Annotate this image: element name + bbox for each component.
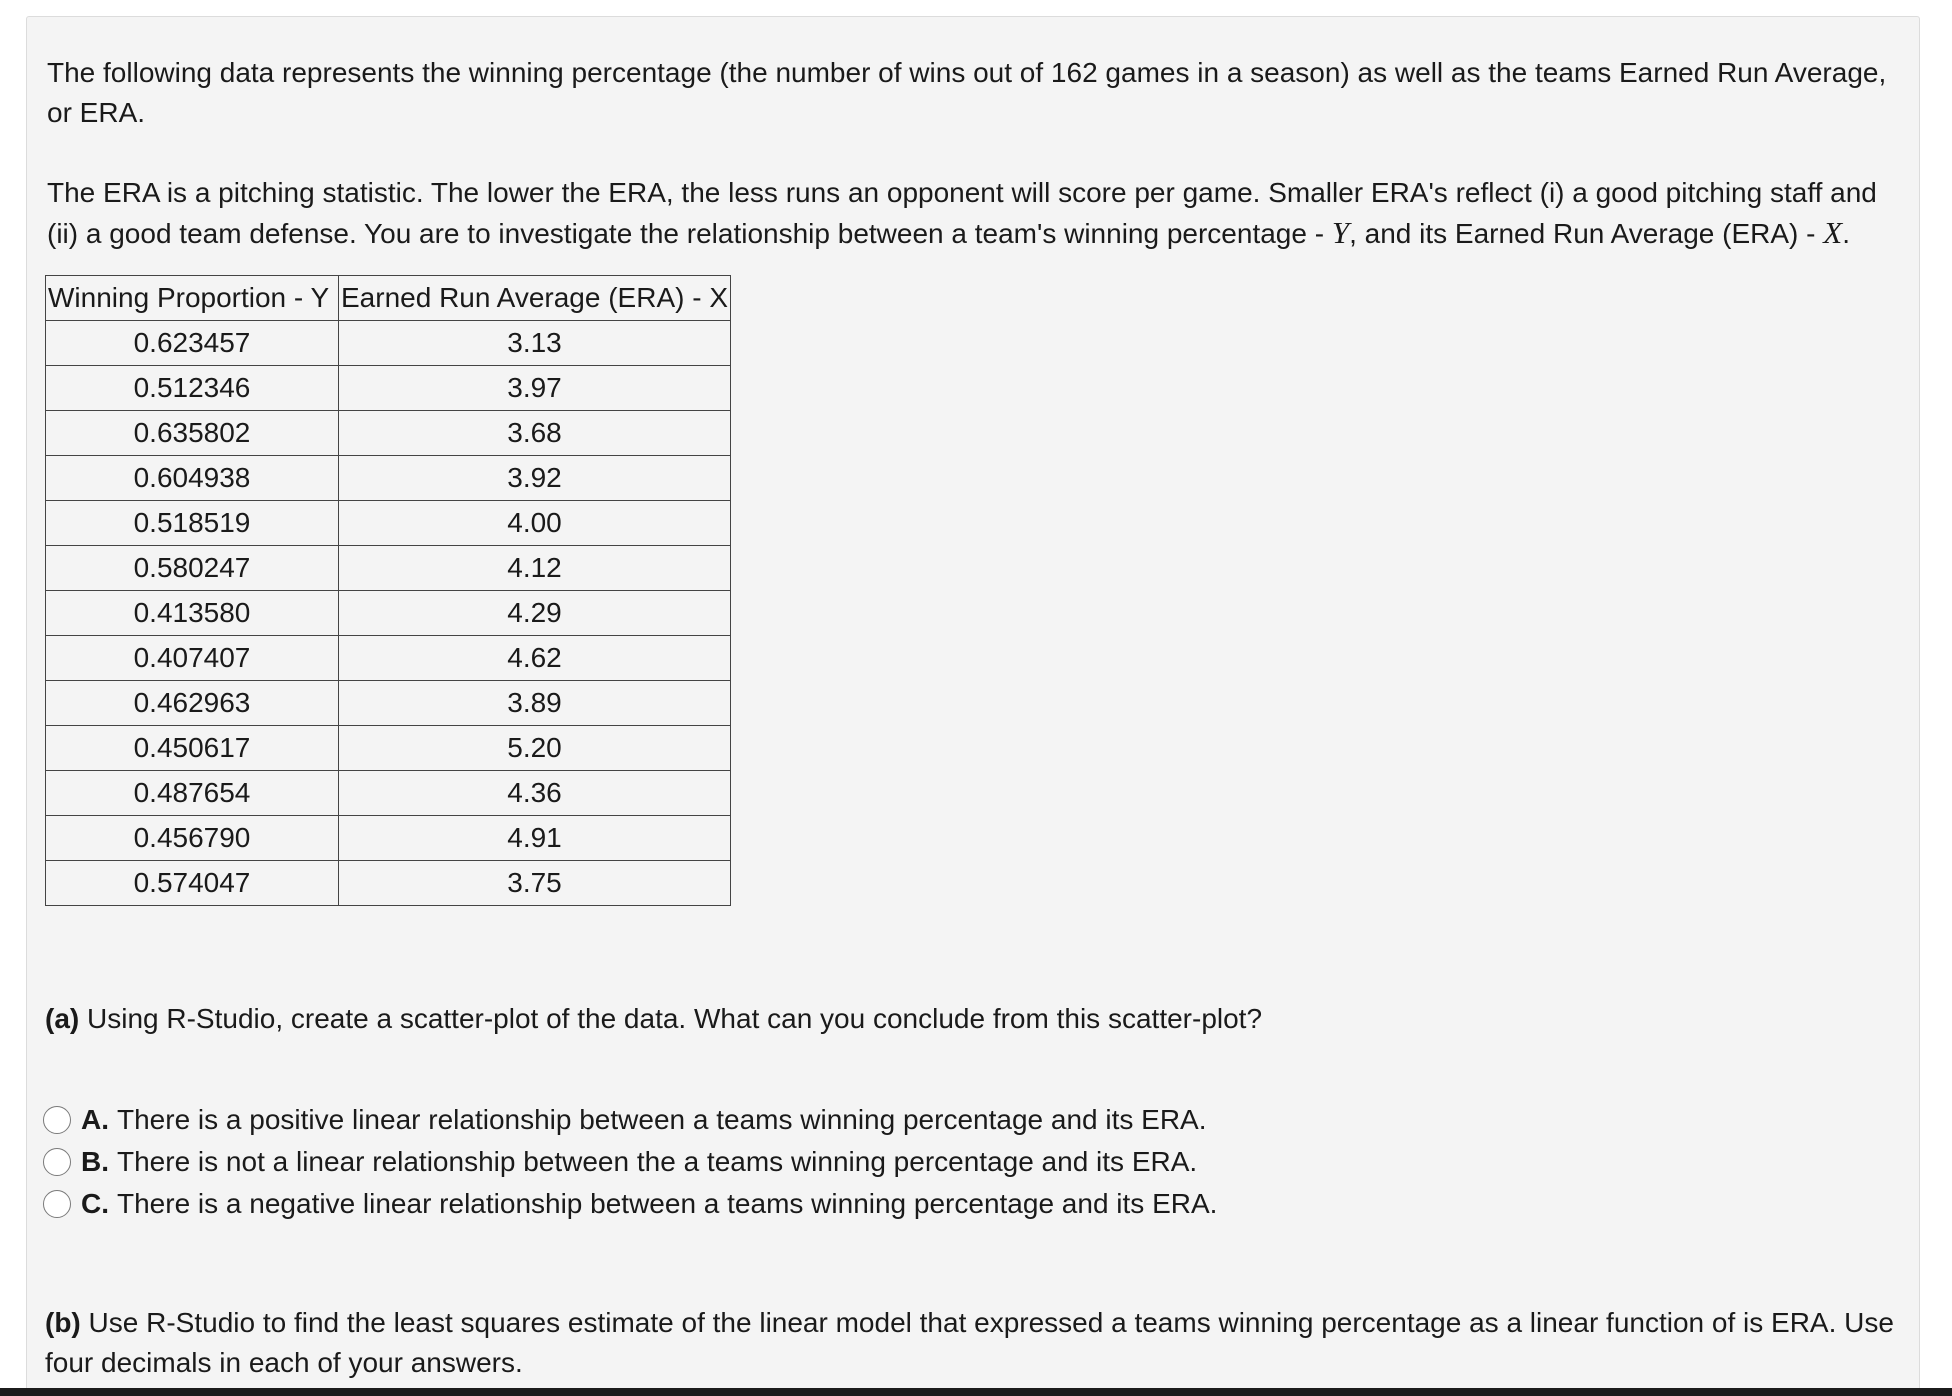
option-b-text: There is not a linear relationship between the a teams winning percentage and its ERA. — [117, 1146, 1198, 1177]
question-b-text: Use R-Studio to find the least squares estimate of the linear model that expressed a teams winning percentage as a linear function of is ERA. Use four decimals in each of your answers. — [45, 1307, 1894, 1378]
table-row — [46, 726, 731, 771]
option-c-text: There is a negative linear relationship between a teams winning percentage and its ERA. — [117, 1188, 1218, 1219]
option-a-label: A. — [81, 1104, 109, 1135]
cell-winning-proportion: 0.623457 — [46, 321, 339, 366]
cell-era: 4.12 — [339, 546, 731, 591]
cell-era: 3.92 — [339, 456, 731, 501]
radio-option-c[interactable] — [43, 1190, 71, 1218]
cell-era: 3.75 — [339, 861, 731, 906]
cell-winning-proportion: 0.512346 — [46, 366, 339, 411]
variable-x: X — [1823, 215, 1843, 250]
table-row — [46, 636, 731, 681]
question-a — [45, 999, 1262, 1039]
table-row — [46, 411, 731, 456]
table-row — [46, 591, 731, 636]
cell-winning-proportion: 0.635802 — [46, 411, 339, 456]
option-b-label: B. — [81, 1146, 109, 1177]
option-a[interactable] — [43, 1099, 1217, 1141]
answer-options — [43, 1099, 1217, 1225]
question-panel — [26, 16, 1920, 1396]
cell-winning-proportion: 0.462963 — [46, 681, 339, 726]
cell-winning-proportion: 0.518519 — [46, 501, 339, 546]
table-row — [46, 456, 731, 501]
option-b[interactable] — [43, 1141, 1217, 1183]
table-row — [46, 321, 731, 366]
cell-winning-proportion: 0.413580 — [46, 591, 339, 636]
table-row — [46, 861, 731, 906]
cell-winning-proportion: 0.604938 — [46, 456, 339, 501]
cell-era: 4.29 — [339, 591, 731, 636]
cell-era: 5.20 — [339, 726, 731, 771]
option-c[interactable] — [43, 1183, 1217, 1225]
question-a-text: Using R-Studio, create a scatter-plot of the data. What can you conclude from this scatter-plot? — [79, 1003, 1263, 1034]
intro-p2-text-c: . — [1842, 218, 1850, 249]
table-row — [46, 771, 731, 816]
cell-winning-proportion: 0.580247 — [46, 546, 339, 591]
radio-option-a[interactable] — [43, 1106, 71, 1134]
intro-p2-text-b: , and its Earned Run Average (ERA) - — [1349, 218, 1824, 249]
cell-era: 4.00 — [339, 501, 731, 546]
question-b — [45, 1303, 1895, 1383]
header-era: Earned Run Average (ERA) - X — [339, 276, 731, 321]
cell-era: 3.68 — [339, 411, 731, 456]
intro-paragraph-1: The following data represents the winning percentage (the number of wins out of 162 games in a season) as well as the teams Earned Run Average, or ERA. — [47, 57, 1887, 128]
cell-era: 3.13 — [339, 321, 731, 366]
cell-era: 4.36 — [339, 771, 731, 816]
cell-era: 4.62 — [339, 636, 731, 681]
option-a-text: There is a positive linear relationship between a teams winning percentage and its ERA. — [117, 1104, 1207, 1135]
variable-y: Y — [1331, 215, 1350, 250]
data-table — [45, 275, 731, 906]
cell-era: 3.89 — [339, 681, 731, 726]
intro-p2-text-a: The ERA is a pitching statistic. The lower the ERA, the less runs an opponent will score per game. Smaller ERA's reflect (i) a good pitching staff and (ii) a good team defense. You are to investigate the relationship between a team's winning percentage - — [47, 177, 1877, 249]
table-row — [46, 681, 731, 726]
cell-winning-proportion: 0.450617 — [46, 726, 339, 771]
cell-era: 3.97 — [339, 366, 731, 411]
cell-winning-proportion: 0.574047 — [46, 861, 339, 906]
table-header-row — [46, 276, 731, 321]
bottom-edge-bar — [0, 1388, 1952, 1396]
table-row — [46, 366, 731, 411]
intro-paragraph-2 — [47, 173, 1897, 254]
intro-text — [47, 35, 1897, 254]
radio-option-b[interactable] — [43, 1148, 71, 1176]
table-row — [46, 816, 731, 861]
cell-winning-proportion: 0.487654 — [46, 771, 339, 816]
table-row — [46, 501, 731, 546]
cell-winning-proportion: 0.456790 — [46, 816, 339, 861]
cell-era: 4.91 — [339, 816, 731, 861]
table-row — [46, 546, 731, 591]
header-winning-proportion: Winning Proportion - Y — [46, 276, 339, 321]
option-c-label: C. — [81, 1188, 109, 1219]
question-b-label: (b) — [45, 1307, 81, 1338]
cell-winning-proportion: 0.407407 — [46, 636, 339, 681]
question-a-label: (a) — [45, 1003, 80, 1034]
